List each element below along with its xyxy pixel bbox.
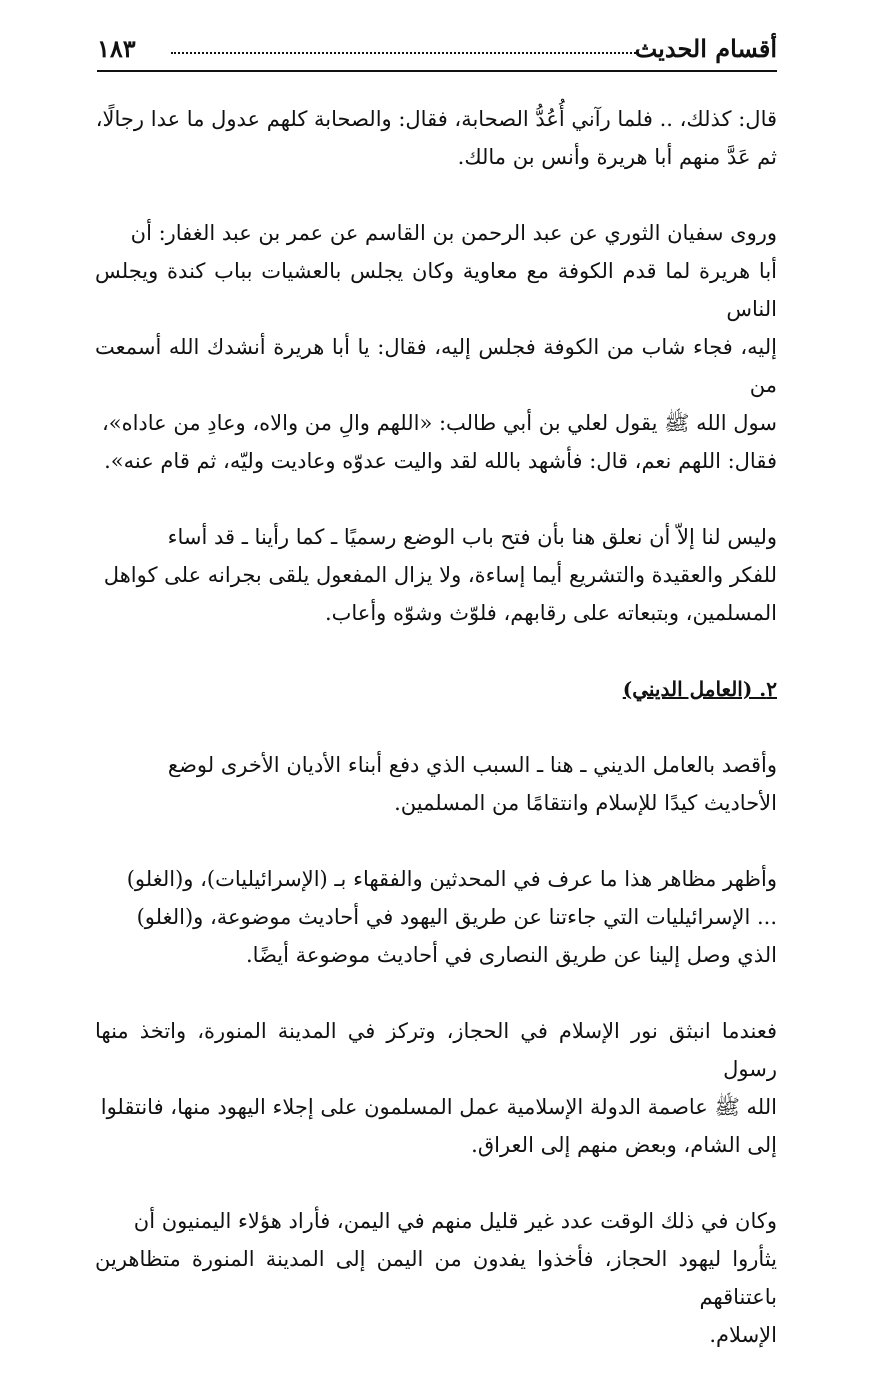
paragraph xyxy=(95,1012,777,1164)
text-line: وأقصد بالعامل الديني ـ هنا ـ السبب الذي دفع أبناء الأديان الأخرى لوضع xyxy=(167,753,777,777)
running-title: أقسام الحديث xyxy=(634,34,777,63)
text-line: قال: كذلك، .. فلما رآني أُعُدُّ الصحابة، فقال: والصحابة كلهم عدول ما عدا رجالًا، xyxy=(95,107,777,131)
body-text xyxy=(95,100,777,1392)
page-header xyxy=(97,30,777,72)
leader-dots xyxy=(171,52,639,54)
paragraph xyxy=(95,518,777,632)
text-line: ... الإسرائيليات التي جاءتنا عن طريق اليهود في أحاديث موضوعة، و(الغلو) xyxy=(136,905,777,929)
text-line: إلى الشام، وبعض منهم إلى العراق. xyxy=(471,1133,777,1157)
paragraph xyxy=(95,214,777,480)
text-line: وأظهر مظاهر هذا ما عرف في المحدثين والفقهاء بـ (الإسرائيليات)، و(الغلو) xyxy=(126,867,777,891)
text-line: الله ﷺ عاصمة الدولة الإسلامية عمل المسلمون على إجلاء اليهود منها، فانتقلوا xyxy=(100,1095,777,1119)
text-line: إليه، فجاء شاب من الكوفة فجلس إليه، فقال: يا أبا هريرة أنشدك الله أسمعت من xyxy=(95,335,777,397)
paragraph xyxy=(95,746,777,822)
text-line: وروى سفيان الثوري عن عبد الرحمن بن القاسم عن عمر بن عبد الغفار: أن xyxy=(130,221,777,245)
text-line: الذي وصل إلينا عن طريق النصارى في أحاديث موضوعة أيضًا. xyxy=(246,943,777,967)
text-line: المسلمين، وبتبعاته على رقابهم، فلوّث وشوّه وأعاب. xyxy=(324,601,777,625)
text-line: الأحاديث كيدًا للإسلام وانتقامًا من المسلمين. xyxy=(394,791,777,815)
text-line: أبا هريرة لما قدم الكوفة مع معاوية وكان يجلس بالعشيات بباب كندة ويجلس الناس xyxy=(95,259,777,321)
paragraph xyxy=(95,1202,777,1354)
text-line: وليس لنا إلاّ أن نعلق هنا بأن فتح باب الوضع رسميًا ـ كما رأينا ـ قد أساء xyxy=(167,525,777,549)
text-line: الإسلام. xyxy=(709,1323,777,1347)
text-line: سول الله ﷺ يقول لعلي بن أبي طالب: «اللهم والِ من والاه، وعادِ من عاداه»، xyxy=(101,411,777,435)
paragraph xyxy=(95,860,777,974)
text-line: فعندما انبثق نور الإسلام في الحجاز، وتركز في المدينة المنورة، واتخذ منها رسول xyxy=(95,1019,777,1081)
text-line: يثأروا ليهود الحجاز، فأخذوا يفدون من اليمن إلى المدينة المنورة متظاهرين باعتناقهم xyxy=(95,1247,777,1309)
text-line: للفكر والعقيدة والتشريع أيما إساءة، ولا يزال المفعول يلقى بجرانه على كواهل xyxy=(103,563,777,587)
text-line: وكان في ذلك الوقت عدد غير قليل منهم في اليمن، فأراد هؤلاء اليمنيون أن xyxy=(133,1209,777,1233)
section-heading: ٢. (العامل الديني) xyxy=(622,677,777,701)
text-line: ثم عَدَّ منهم أبا هريرة وأنس بن مالك. xyxy=(457,145,777,169)
text-line: فقال: اللهم نعم، قال: فأشهد بالله لقد واليت عدوّه وعاديت وليّه، ثم قام عنه». xyxy=(104,449,777,473)
page-number: ١٨٣ xyxy=(97,34,136,63)
paragraph xyxy=(95,100,777,176)
